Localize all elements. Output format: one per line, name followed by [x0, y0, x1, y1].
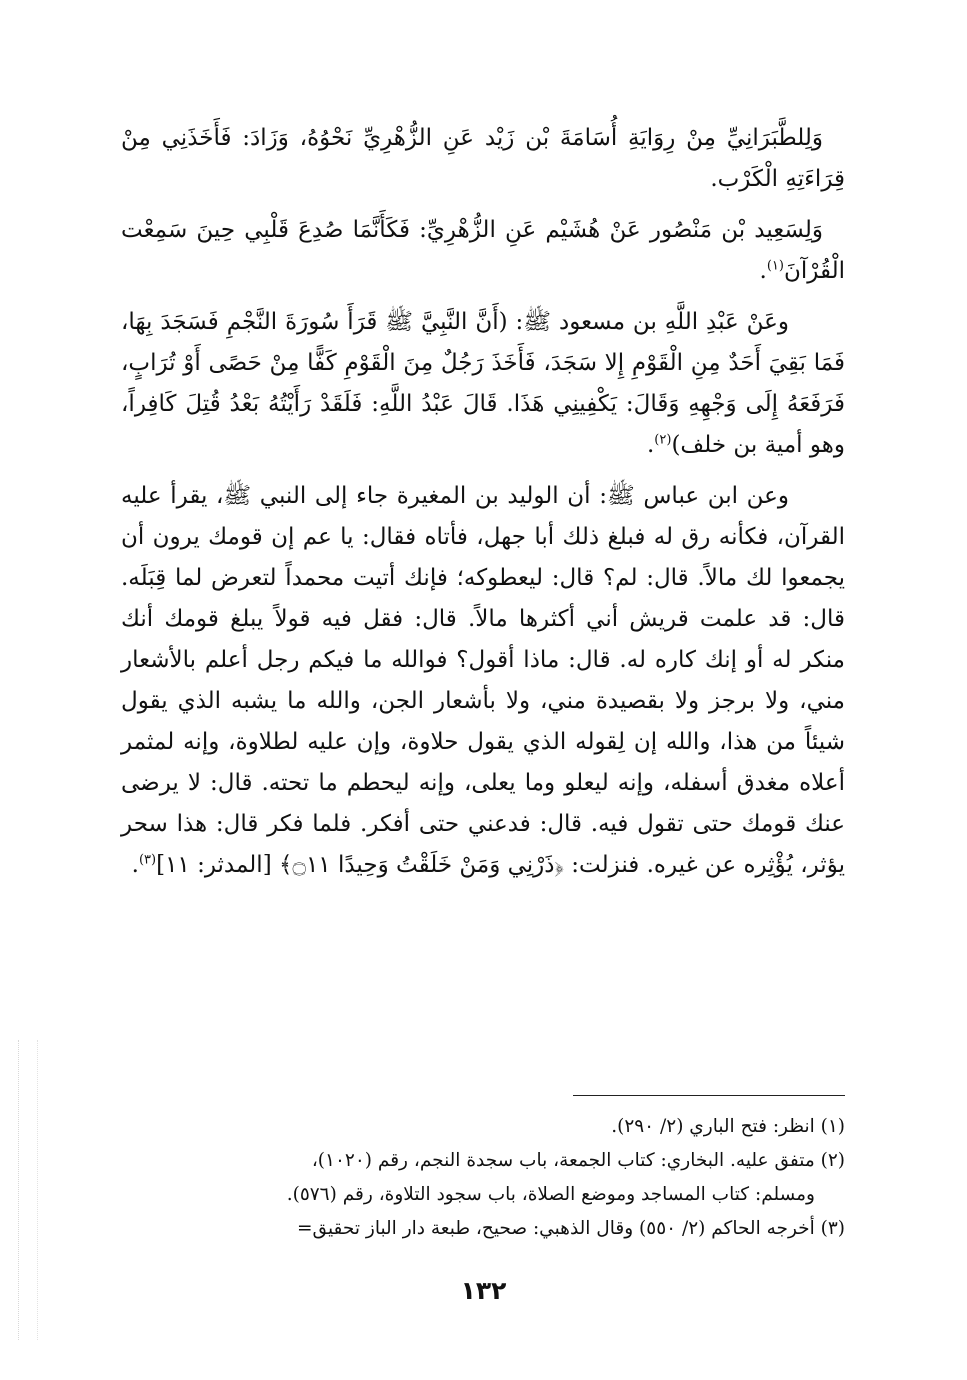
footnote-2 — [121, 1144, 845, 1178]
paragraph-ibn-masud — [121, 302, 845, 466]
footnote-text: انظر: فتح الباري (٢/ ٢٩٠). — [611, 1116, 815, 1137]
footnote-number: (٣) — [820, 1218, 845, 1239]
paragraph-said-bin-mansur — [121, 210, 845, 292]
paragraph-text: وعَنْ عَبْدِ اللَّهِ بن مسعود ﷺ: (أَنَّ النَّبِيَّ ﷺ قَرَأَ سُورَةَ النَّجْمِ فَسَجَدَ بِهَا، فَمَا بَقِيَ أَحَدٌ مِنِ الْقَوْمِ إِلا سَجَدَ، فَأَخَذَ رَجُلٌ مِنَ الْقَوْمِ كَفًّا مِنْ حَصًى أَوْ تُرَابٍ، فَرَفَعَهُ إِلَى وَجْهِهِ وَقَالَ: يَكْفِينِي هَذَا. قَالَ عَبْدُ اللَّهِ: فَلَقَدْ رَأَيْتُهُ بَعْدُ قُتِلَ كَافِراً، وهو أمية بن خلف) — [121, 309, 845, 458]
paragraph-ibn-abbas — [121, 476, 845, 886]
footnote-1 — [121, 1110, 845, 1144]
main-text — [121, 118, 845, 896]
footnote-text: ومسلم: كتاب المساجد وموضع الصلاة، باب سجود التلاوة، رقم (٥٧٦). — [286, 1184, 815, 1205]
scan-edge-artifact — [18, 1040, 38, 1340]
page-number: ١٣٢ — [460, 1276, 507, 1305]
footnote-ref-2[interactable]: (٢) — [654, 432, 672, 448]
sentence-period: . — [131, 852, 139, 878]
footnote-text: أخرجه الحاكم (٢/ ٥٥٠) وقال الذهبي: صحيح، طبعة دار الباز تحقيق= — [297, 1218, 815, 1239]
footnote-separator — [573, 1095, 845, 1096]
footnote-2-continuation — [121, 1178, 845, 1212]
footnote-ref-3[interactable]: (٣) — [138, 852, 157, 868]
footnote-3 — [121, 1212, 845, 1246]
sentence-period: . — [759, 258, 767, 284]
paragraph-text: وَلِلطَّبَرَانِيِّ مِنْ رِوَايَةِ أُسَامَةَ بْن زَيْد عَنِ الزُّهْرِيِّ نَحْوُهُ، وَزَادَ: فَأَخَذَنِي مِنْ قِرَاءَتِهِ الْكَرْب. — [121, 125, 845, 192]
paragraph-text: وَلِسَعِيد بْن مَنْصُور عَنْ هُشَيْم عَنِ الزُّهْرِيِّ: فَكَأَنَّمَا صُدِعَ قَلْبِي حِينَ سَمِعْت الْقُرْآنَ — [121, 217, 845, 284]
paragraph-text: وعن ابن عباس ﷺ: أن الوليد بن المغيرة جاء إلى النبي ﷺ، يقرأ عليه القرآن، فكأنه رق له فبلغ ذلك أبا جهل، فأتاه فقال: يا عم إن قومك يرون أن يجمعوا لك مالاً. قال: لم؟ قال: ليعطوكه؛ فإنك أتيت محمداً لتعرض لما قِبَلَه. قال: قد علمت قريش أني أكثرها مالاً. قال: فقل فيه قولاً يبلغ قومك أنك منكر له أو إنك كاره له. قال: ماذا أقول؟ فوالله ما فيكم رجل أعلم بالأشعار مني، ولا برجز ولا بقصيدة مني، ولا بأشعار الجن، والله ما يشبه الذي يقول شيئاً من هذا، والله إن لِقوله الذي يقول حلاوة، وإن عليه لطلاوة، وإنه لمثمر أعلاه مغدق أسفله، وإنه ليعلو وما يعلى، وإنه ليحطم ما تحته. قال: لا يرضى عنك قومك حتى تقول فيه. قال: فدعني حتى أفكر. فلما فكر قال: هذا سحر يؤثر، يُؤْثِره عن غيره. فنزلت: ﴿ذَرْنِي وَمَنْ خَلَقْتُ وَحِيدًا ۝١١﴾ [المدثر: ١١] — [121, 483, 845, 878]
footnote-number: (١) — [820, 1116, 845, 1137]
footnotes — [121, 1110, 845, 1246]
footnote-ref-1[interactable]: (١) — [766, 258, 784, 274]
paragraph-tabarani — [121, 118, 845, 200]
footnote-text: متفق عليه. البخاري: كتاب الجمعة، باب سجدة النجم، رقم (١٠٢٠)، — [311, 1150, 815, 1171]
footnote-number: (٢) — [820, 1150, 845, 1171]
sentence-period: . — [646, 432, 655, 458]
